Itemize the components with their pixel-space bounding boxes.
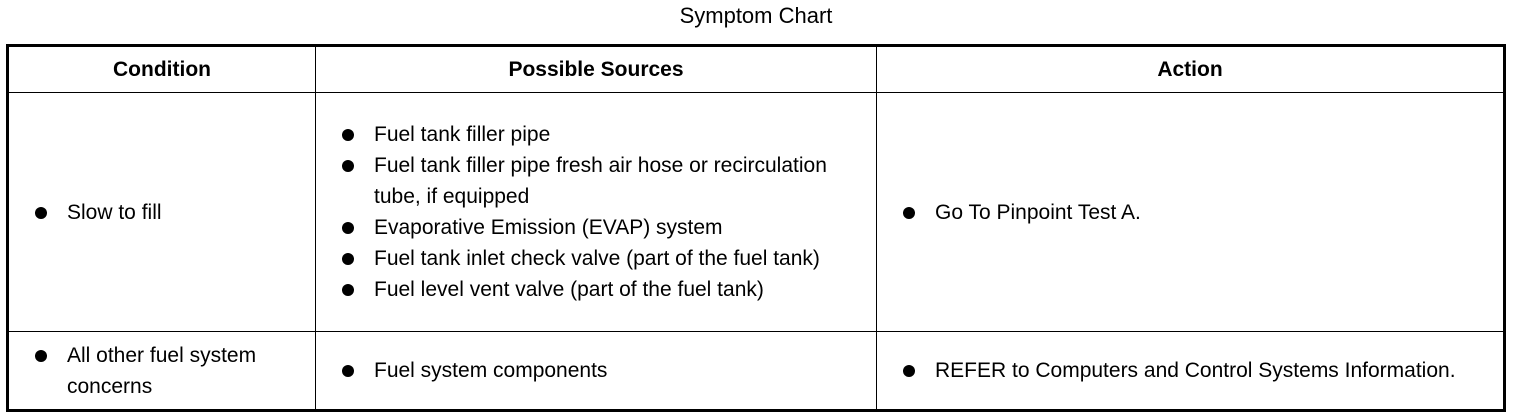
table-row bbox=[8, 93, 1505, 332]
bullet-dot-icon bbox=[342, 365, 354, 377]
action-list bbox=[877, 197, 1503, 228]
list-item-text: Go To Pinpoint Test A. bbox=[935, 200, 1141, 224]
condition-list bbox=[9, 197, 315, 228]
table-header-row bbox=[8, 46, 1505, 93]
list-item bbox=[9, 197, 315, 228]
bullet-dot-icon bbox=[342, 160, 354, 172]
list-item bbox=[316, 119, 876, 150]
action-list bbox=[877, 355, 1503, 386]
header-condition: Condition bbox=[8, 46, 316, 93]
bullet-dot-icon bbox=[342, 129, 354, 141]
action-cell bbox=[877, 332, 1505, 411]
condition-list bbox=[9, 340, 315, 402]
list-item bbox=[877, 197, 1503, 228]
header-action: Action bbox=[877, 46, 1505, 93]
bullet-dot-icon bbox=[342, 222, 354, 234]
bullet-dot-icon bbox=[342, 253, 354, 265]
page-title: Symptom Chart bbox=[679, 3, 833, 28]
condition-cell bbox=[8, 332, 316, 411]
bullet-dot-icon bbox=[342, 284, 354, 296]
list-item-text: All other fuel system concerns bbox=[67, 343, 257, 398]
list-item bbox=[316, 150, 876, 212]
list-item bbox=[9, 340, 315, 402]
bullet-dot-icon bbox=[903, 365, 915, 377]
symptom-chart-table bbox=[6, 44, 1506, 412]
action-cell bbox=[877, 93, 1505, 332]
list-item-text: Slow to fill bbox=[67, 200, 162, 224]
condition-cell bbox=[8, 93, 316, 332]
sources-list bbox=[316, 355, 876, 386]
list-item-text: Fuel tank inlet check valve (part of the fuel tank) bbox=[374, 247, 820, 270]
header-possible-sources: Possible Sources bbox=[316, 46, 877, 93]
list-item-text: Fuel tank filler pipe fresh air hose or recirculation tube, if equipped bbox=[374, 154, 827, 208]
sources-cell bbox=[316, 332, 877, 411]
list-item-text: REFER to Computers and Control Systems Information. bbox=[935, 359, 1456, 382]
table-row bbox=[8, 332, 1505, 411]
sources-cell bbox=[316, 93, 877, 332]
list-item-text: Fuel level vent valve (part of the fuel tank) bbox=[374, 278, 764, 301]
list-item-text: Fuel system components bbox=[374, 359, 608, 382]
list-item bbox=[316, 212, 876, 243]
bullet-dot-icon bbox=[35, 350, 47, 362]
bullet-dot-icon bbox=[903, 207, 915, 219]
list-item bbox=[316, 243, 876, 274]
list-item-text: Fuel tank filler pipe bbox=[374, 123, 551, 146]
list-item bbox=[316, 274, 876, 305]
bullet-dot-icon bbox=[35, 207, 47, 219]
list-item-text: Evaporative Emission (EVAP) system bbox=[374, 216, 723, 239]
sources-list bbox=[316, 119, 876, 305]
list-item bbox=[316, 355, 876, 386]
list-item bbox=[877, 355, 1503, 386]
